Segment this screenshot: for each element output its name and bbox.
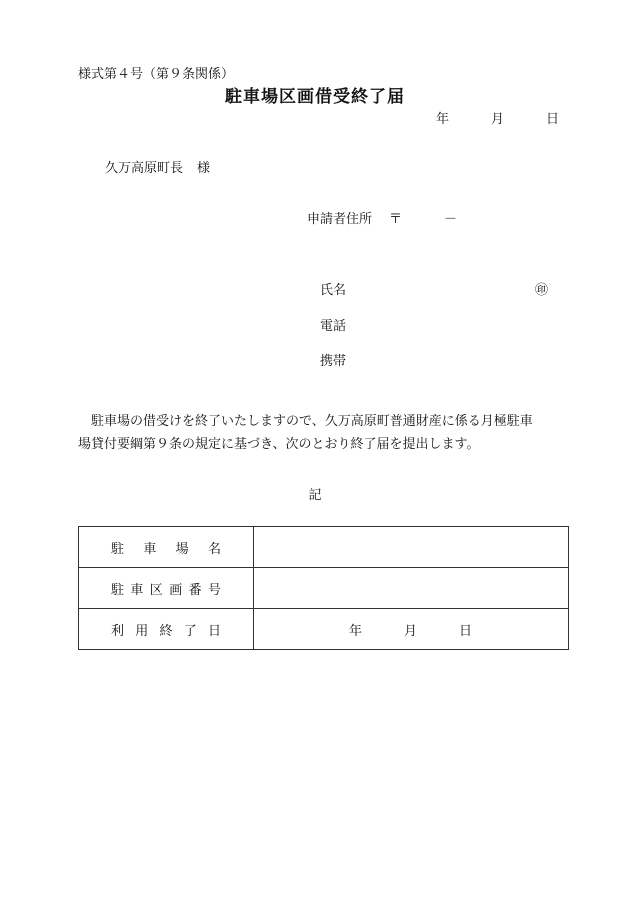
applicant-address-label: 申請者住所 — [307, 212, 373, 227]
detail-table — [78, 526, 569, 650]
addressee — [105, 157, 210, 176]
end-date-month: 月 — [404, 623, 418, 639]
date-day-label: 日 — [546, 112, 560, 127]
space-number-label-cell — [79, 568, 254, 609]
end-date-label: 利用終了日 — [111, 623, 221, 639]
body-paragraph — [78, 410, 568, 456]
applicant-phone-label: 電話 — [320, 319, 347, 334]
end-date-label-cell — [79, 609, 254, 650]
table-row — [79, 527, 569, 568]
parking-name-label: 駐車場名 — [111, 541, 221, 557]
parking-name-field[interactable] — [254, 527, 569, 568]
ki-label: 記 — [308, 488, 322, 503]
space-number-field[interactable] — [254, 568, 569, 609]
parking-name-label-cell — [79, 527, 254, 568]
table-row — [79, 568, 569, 609]
submission-date — [436, 108, 559, 127]
date-month-label: 月 — [491, 112, 505, 127]
body-line-2: 場貸付要綱第９条の規定に基づき、次のとおり終了届を提出します。 — [78, 437, 480, 452]
postal-mark: 〒 — [389, 212, 403, 227]
table-row — [79, 609, 569, 650]
end-date-day: 日 — [459, 623, 473, 639]
body-line-1: 駐車場の借受けを終了いたしますので、久万高原町普通財産に係る月極駐車 — [91, 414, 533, 429]
postal-dash: － — [444, 212, 458, 227]
addressee-honorific: 様 — [197, 161, 211, 176]
form-number: 様式第４号（第９条関係） — [78, 67, 235, 82]
seal-mark: ㊞ — [535, 283, 549, 298]
document-title: 駐車場区画借受終了届 — [225, 87, 405, 107]
end-date-field[interactable] — [254, 609, 569, 650]
end-date-year: 年 — [349, 623, 363, 639]
applicant-mobile-label: 携帯 — [320, 354, 347, 369]
addressee-name: 久万高原町長 — [105, 161, 184, 176]
space-number-label: 駐車区画番号 — [111, 582, 221, 598]
date-year-label: 年 — [436, 112, 450, 127]
applicant-name-label: 氏名 — [320, 283, 347, 298]
end-date-parts — [254, 620, 568, 639]
